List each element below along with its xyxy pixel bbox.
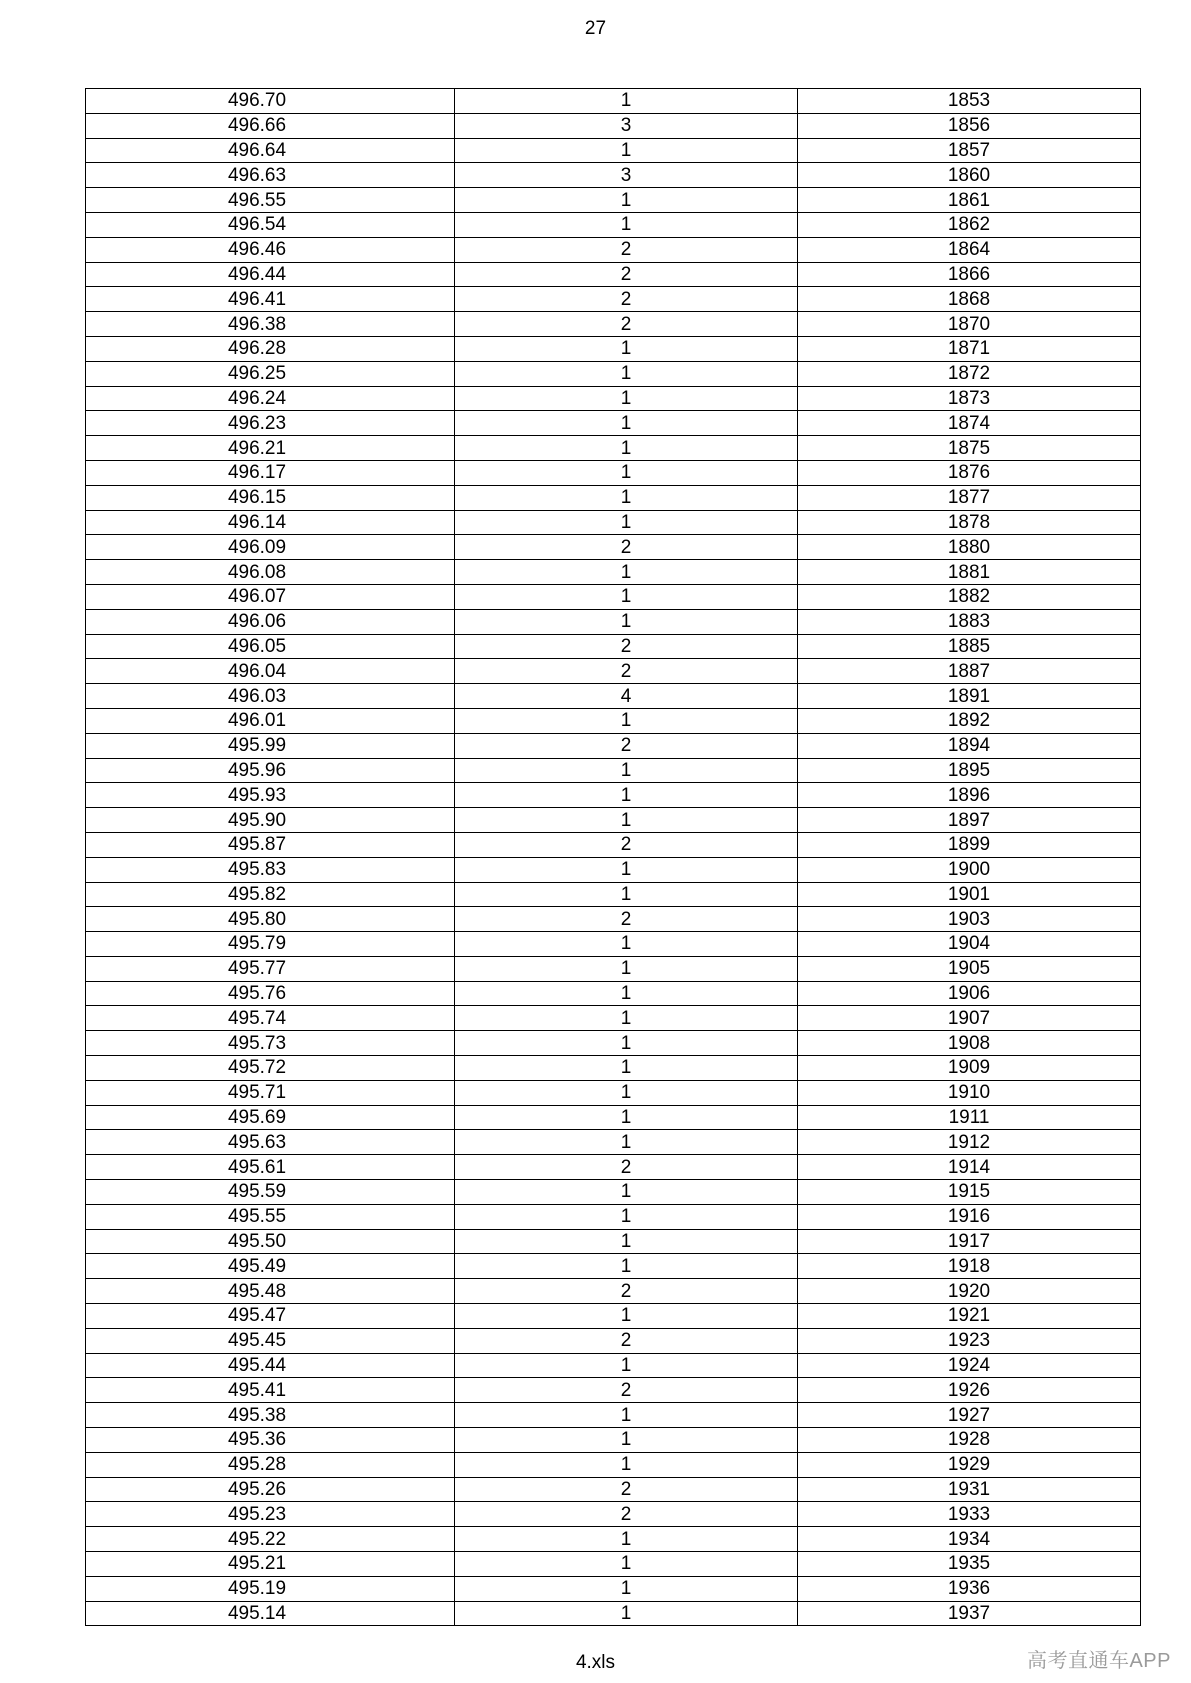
score-cell: 495.99 (86, 733, 455, 758)
score-cell: 495.61 (86, 1155, 455, 1180)
count-cell: 2 (455, 287, 798, 312)
count-cell: 2 (455, 1328, 798, 1353)
table-row (86, 634, 1141, 659)
table-row (86, 1006, 1141, 1031)
count-cell: 1 (455, 758, 798, 783)
count-cell: 1 (455, 1304, 798, 1329)
score-cell: 495.50 (86, 1229, 455, 1254)
score-cell: 495.73 (86, 1031, 455, 1056)
score-cell: 496.38 (86, 312, 455, 337)
score-cell: 496.23 (86, 411, 455, 436)
count-cell: 1 (455, 560, 798, 585)
score-cell: 496.25 (86, 361, 455, 386)
footer-filename: 4.xls (575, 1652, 616, 1673)
count-cell: 2 (455, 907, 798, 932)
score-cell: 496.09 (86, 535, 455, 560)
table-row (86, 312, 1141, 337)
count-cell: 1 (455, 510, 798, 535)
cumulative-cell: 1935 (798, 1552, 1141, 1577)
cumulative-cell: 1892 (798, 708, 1141, 733)
cumulative-cell: 1891 (798, 684, 1141, 709)
page-number: 27 (584, 18, 607, 39)
count-cell: 1 (455, 386, 798, 411)
count-cell: 1 (455, 1105, 798, 1130)
score-cell: 495.49 (86, 1254, 455, 1279)
table-row (86, 932, 1141, 957)
table-row (86, 1353, 1141, 1378)
score-cell: 496.24 (86, 386, 455, 411)
count-cell: 1 (455, 460, 798, 485)
count-cell: 1 (455, 783, 798, 808)
cumulative-cell: 1908 (798, 1031, 1141, 1056)
count-cell: 1 (455, 138, 798, 163)
table-row (86, 1378, 1141, 1403)
count-cell: 2 (455, 832, 798, 857)
count-cell: 2 (455, 237, 798, 262)
cumulative-cell: 1928 (798, 1428, 1141, 1453)
count-cell: 1 (455, 882, 798, 907)
cumulative-cell: 1862 (798, 212, 1141, 237)
table-row (86, 857, 1141, 882)
score-cell: 495.69 (86, 1105, 455, 1130)
score-cell: 495.71 (86, 1080, 455, 1105)
score-table (85, 88, 1141, 1626)
cumulative-cell: 1895 (798, 758, 1141, 783)
count-cell: 1 (455, 808, 798, 833)
score-cell: 495.87 (86, 832, 455, 857)
cumulative-cell: 1873 (798, 386, 1141, 411)
score-cell: 495.48 (86, 1279, 455, 1304)
cumulative-cell: 1876 (798, 460, 1141, 485)
count-cell: 1 (455, 1576, 798, 1601)
cumulative-cell: 1860 (798, 163, 1141, 188)
table-row (86, 1279, 1141, 1304)
count-cell: 1 (455, 1428, 798, 1453)
count-cell: 1 (455, 1031, 798, 1056)
count-cell: 2 (455, 659, 798, 684)
count-cell: 3 (455, 163, 798, 188)
score-cell: 495.36 (86, 1428, 455, 1453)
score-cell: 496.17 (86, 460, 455, 485)
table-row (86, 535, 1141, 560)
cumulative-cell: 1906 (798, 981, 1141, 1006)
score-cell: 495.21 (86, 1552, 455, 1577)
table-row (86, 1428, 1141, 1453)
count-cell: 4 (455, 684, 798, 709)
table-row (86, 560, 1141, 585)
cumulative-cell: 1920 (798, 1279, 1141, 1304)
count-cell: 1 (455, 708, 798, 733)
table-row (86, 336, 1141, 361)
cumulative-cell: 1905 (798, 956, 1141, 981)
score-cell: 495.80 (86, 907, 455, 932)
cumulative-cell: 1912 (798, 1130, 1141, 1155)
table-row (86, 832, 1141, 857)
table-row (86, 1031, 1141, 1056)
table-row (86, 138, 1141, 163)
count-cell: 1 (455, 1056, 798, 1081)
cumulative-cell: 1897 (798, 808, 1141, 833)
count-cell: 1 (455, 956, 798, 981)
cumulative-cell: 1872 (798, 361, 1141, 386)
table-row (86, 758, 1141, 783)
cumulative-cell: 1901 (798, 882, 1141, 907)
cumulative-cell: 1885 (798, 634, 1141, 659)
watermark: 高考直通车APP (1026, 1650, 1171, 1672)
score-cell: 496.04 (86, 659, 455, 684)
table-row (86, 287, 1141, 312)
table-row (86, 411, 1141, 436)
cumulative-cell: 1899 (798, 832, 1141, 857)
count-cell: 1 (455, 212, 798, 237)
table-row (86, 907, 1141, 932)
count-cell: 1 (455, 1552, 798, 1577)
table-row (86, 1328, 1141, 1353)
cumulative-cell: 1900 (798, 857, 1141, 882)
table-row (86, 1452, 1141, 1477)
count-cell: 1 (455, 361, 798, 386)
table-row (86, 1527, 1141, 1552)
count-cell: 2 (455, 1502, 798, 1527)
cumulative-cell: 1896 (798, 783, 1141, 808)
cumulative-cell: 1927 (798, 1403, 1141, 1428)
score-cell: 495.44 (86, 1353, 455, 1378)
table-row (86, 361, 1141, 386)
table-row (86, 1155, 1141, 1180)
table-row (86, 1403, 1141, 1428)
score-cell: 495.59 (86, 1180, 455, 1205)
count-cell: 1 (455, 609, 798, 634)
score-cell: 495.38 (86, 1403, 455, 1428)
score-cell: 496.06 (86, 609, 455, 634)
score-cell: 495.72 (86, 1056, 455, 1081)
count-cell: 1 (455, 1006, 798, 1031)
count-cell: 1 (455, 932, 798, 957)
score-cell: 495.93 (86, 783, 455, 808)
count-cell: 2 (455, 1477, 798, 1502)
table-row (86, 113, 1141, 138)
cumulative-cell: 1909 (798, 1056, 1141, 1081)
table-row (86, 89, 1141, 114)
table-row (86, 237, 1141, 262)
cumulative-cell: 1907 (798, 1006, 1141, 1031)
table-row (86, 659, 1141, 684)
table-row (86, 1477, 1141, 1502)
count-cell: 1 (455, 1229, 798, 1254)
cumulative-cell: 1887 (798, 659, 1141, 684)
score-cell: 496.03 (86, 684, 455, 709)
cumulative-cell: 1934 (798, 1527, 1141, 1552)
table-row (86, 1105, 1141, 1130)
cumulative-cell: 1880 (798, 535, 1141, 560)
count-cell: 1 (455, 485, 798, 510)
table-row (86, 981, 1141, 1006)
count-cell: 2 (455, 1155, 798, 1180)
score-cell: 495.76 (86, 981, 455, 1006)
table-row (86, 956, 1141, 981)
cumulative-cell: 1923 (798, 1328, 1141, 1353)
table-row (86, 1204, 1141, 1229)
cumulative-cell: 1861 (798, 188, 1141, 213)
cumulative-cell: 1857 (798, 138, 1141, 163)
score-cell: 495.74 (86, 1006, 455, 1031)
cumulative-cell: 1877 (798, 485, 1141, 510)
score-cell: 495.41 (86, 1378, 455, 1403)
count-cell: 1 (455, 336, 798, 361)
cumulative-cell: 1874 (798, 411, 1141, 436)
count-cell: 1 (455, 1601, 798, 1626)
table-row (86, 1576, 1141, 1601)
count-cell: 1 (455, 1180, 798, 1205)
count-cell: 1 (455, 584, 798, 609)
cumulative-cell: 1918 (798, 1254, 1141, 1279)
cumulative-cell: 1933 (798, 1502, 1141, 1527)
cumulative-cell: 1856 (798, 113, 1141, 138)
cumulative-cell: 1911 (798, 1105, 1141, 1130)
count-cell: 1 (455, 1527, 798, 1552)
cumulative-cell: 1868 (798, 287, 1141, 312)
count-cell: 1 (455, 981, 798, 1006)
count-cell: 2 (455, 312, 798, 337)
cumulative-cell: 1864 (798, 237, 1141, 262)
score-cell: 495.22 (86, 1527, 455, 1552)
score-cell: 496.63 (86, 163, 455, 188)
count-cell: 1 (455, 1254, 798, 1279)
count-cell: 1 (455, 436, 798, 461)
cumulative-cell: 1924 (798, 1353, 1141, 1378)
score-cell: 495.79 (86, 932, 455, 957)
table-row (86, 584, 1141, 609)
cumulative-cell: 1917 (798, 1229, 1141, 1254)
score-cell: 496.55 (86, 188, 455, 213)
score-cell: 495.96 (86, 758, 455, 783)
score-cell: 495.19 (86, 1576, 455, 1601)
table-row (86, 262, 1141, 287)
table-row (86, 1180, 1141, 1205)
count-cell: 1 (455, 411, 798, 436)
table-row (86, 485, 1141, 510)
table-row (86, 1601, 1141, 1626)
score-cell: 496.64 (86, 138, 455, 163)
score-cell: 496.14 (86, 510, 455, 535)
count-cell: 1 (455, 1080, 798, 1105)
cumulative-cell: 1904 (798, 932, 1141, 957)
cumulative-cell: 1929 (798, 1452, 1141, 1477)
table-body (86, 89, 1141, 1626)
table-row (86, 163, 1141, 188)
score-cell: 496.44 (86, 262, 455, 287)
score-cell: 495.82 (86, 882, 455, 907)
cumulative-cell: 1916 (798, 1204, 1141, 1229)
cumulative-cell: 1883 (798, 609, 1141, 634)
table-row (86, 1130, 1141, 1155)
cumulative-cell: 1882 (798, 584, 1141, 609)
score-cell: 496.08 (86, 560, 455, 585)
score-cell: 495.63 (86, 1130, 455, 1155)
cumulative-cell: 1914 (798, 1155, 1141, 1180)
table-row (86, 436, 1141, 461)
score-cell: 496.15 (86, 485, 455, 510)
cumulative-cell: 1878 (798, 510, 1141, 535)
table-row (86, 708, 1141, 733)
table-row (86, 510, 1141, 535)
cumulative-cell: 1926 (798, 1378, 1141, 1403)
count-cell: 2 (455, 634, 798, 659)
count-cell: 1 (455, 1130, 798, 1155)
score-cell: 496.41 (86, 287, 455, 312)
table-row (86, 882, 1141, 907)
score-cell: 495.28 (86, 1452, 455, 1477)
table-row (86, 808, 1141, 833)
score-cell: 495.14 (86, 1601, 455, 1626)
score-cell: 495.55 (86, 1204, 455, 1229)
score-cell: 496.21 (86, 436, 455, 461)
count-cell: 1 (455, 1452, 798, 1477)
cumulative-cell: 1936 (798, 1576, 1141, 1601)
count-cell: 2 (455, 1279, 798, 1304)
table-row (86, 733, 1141, 758)
score-cell: 496.07 (86, 584, 455, 609)
cumulative-cell: 1853 (798, 89, 1141, 114)
cumulative-cell: 1875 (798, 436, 1141, 461)
count-cell: 2 (455, 733, 798, 758)
score-cell: 495.90 (86, 808, 455, 833)
table-row (86, 188, 1141, 213)
table-row (86, 1229, 1141, 1254)
cumulative-cell: 1894 (798, 733, 1141, 758)
cumulative-cell: 1870 (798, 312, 1141, 337)
table-row (86, 212, 1141, 237)
score-cell: 496.05 (86, 634, 455, 659)
cumulative-cell: 1871 (798, 336, 1141, 361)
score-cell: 495.83 (86, 857, 455, 882)
count-cell: 1 (455, 89, 798, 114)
count-cell: 2 (455, 1378, 798, 1403)
cumulative-cell: 1866 (798, 262, 1141, 287)
score-cell: 495.45 (86, 1328, 455, 1353)
score-cell: 495.26 (86, 1477, 455, 1502)
table-row (86, 1056, 1141, 1081)
table-row (86, 1080, 1141, 1105)
cumulative-cell: 1881 (798, 560, 1141, 585)
cumulative-cell: 1921 (798, 1304, 1141, 1329)
score-cell: 496.70 (86, 89, 455, 114)
table-row (86, 684, 1141, 709)
score-cell: 496.28 (86, 336, 455, 361)
count-cell: 3 (455, 113, 798, 138)
table-row (86, 1304, 1141, 1329)
cumulative-cell: 1931 (798, 1477, 1141, 1502)
score-cell: 496.66 (86, 113, 455, 138)
count-cell: 2 (455, 535, 798, 560)
score-cell: 496.01 (86, 708, 455, 733)
cumulative-cell: 1903 (798, 907, 1141, 932)
count-cell: 1 (455, 1353, 798, 1378)
table-row (86, 1502, 1141, 1527)
count-cell: 1 (455, 188, 798, 213)
table-row (86, 1254, 1141, 1279)
cumulative-cell: 1915 (798, 1180, 1141, 1205)
count-cell: 1 (455, 857, 798, 882)
score-cell: 496.46 (86, 237, 455, 262)
count-cell: 1 (455, 1403, 798, 1428)
count-cell: 2 (455, 262, 798, 287)
table-row (86, 1552, 1141, 1577)
score-cell: 495.47 (86, 1304, 455, 1329)
table-row (86, 386, 1141, 411)
count-cell: 1 (455, 1204, 798, 1229)
table-row (86, 609, 1141, 634)
cumulative-cell: 1937 (798, 1601, 1141, 1626)
table-row (86, 783, 1141, 808)
score-cell: 496.54 (86, 212, 455, 237)
table-row (86, 460, 1141, 485)
score-cell: 495.77 (86, 956, 455, 981)
cumulative-cell: 1910 (798, 1080, 1141, 1105)
score-cell: 495.23 (86, 1502, 455, 1527)
